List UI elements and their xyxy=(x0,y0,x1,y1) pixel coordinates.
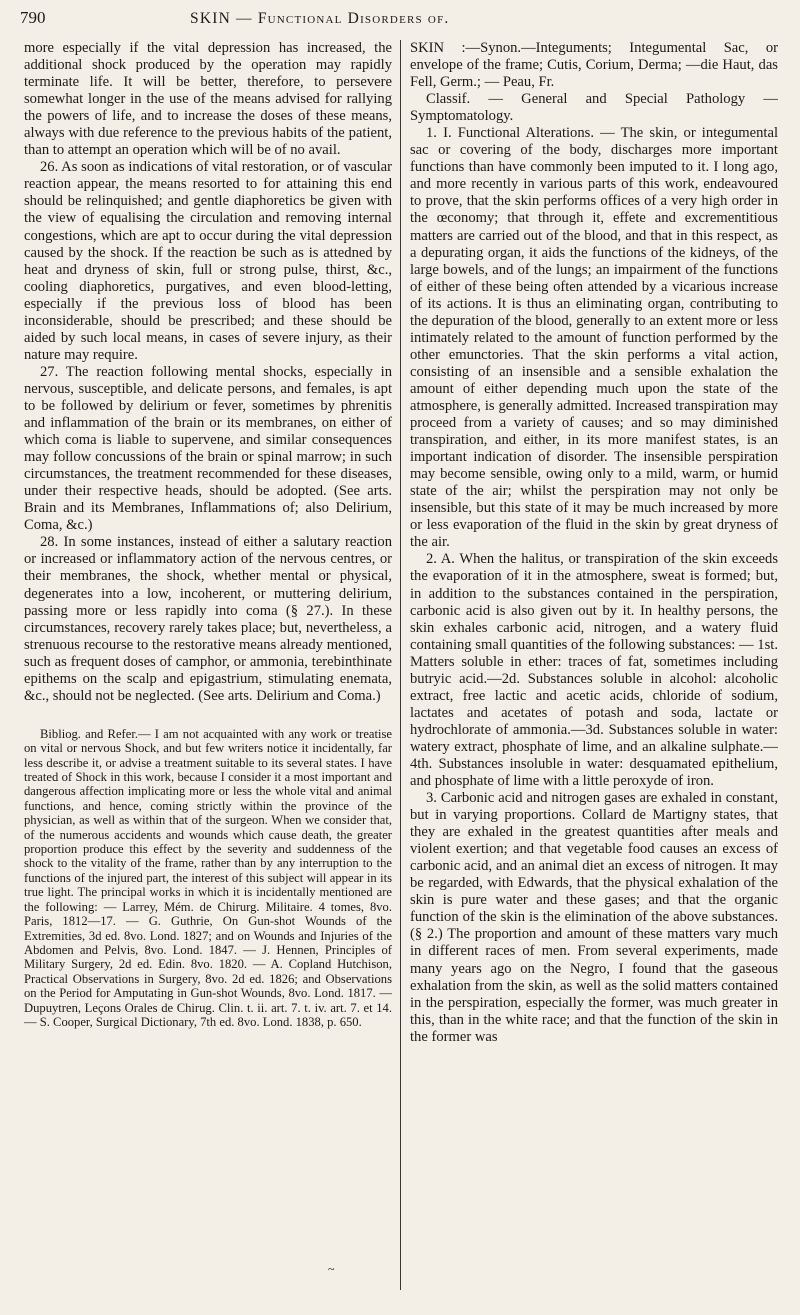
paragraph-26: 26. As soon as indications of vital restoration, or of vascular reaction appear, the means resorted to for attaining this end should be relinquished; and gentle diaphoretics be given with the view of equalising the circulation and removing internal congestions, which are apt to occur during the vital depression caused by the shock. If the reaction be such as is attedned by heat and dryness of skin, full or strong pulse, thirst, &c., cooling diaphoretics, purgatives, and even blood-letting, especially if the previous loss of blood has been inconsiderable, should be prescribed; and these should be aided by such local means, in cases of severe injury, as their nature may require. xyxy=(24,159,392,363)
paragraph-1: 1. I. Functional Alterations. — The skin, or integumental sac or covering of the body, discharges more important functions than have commonly been imputed to it. I long ago, and more recently in various parts of this work, endeavoured to prove, that the skin performs offices of a very high order in the œconomy; that through it, effete and excrementitious matters are carried out of the blood, and that in this respect, as a depurating organ, it aids the functions of the kidneys, of the large bowels, and of the lungs; an impairment of the functions of either of these being often attended by a vicarious increase of its actions. It is thus an eliminating organ, contributing to the depuration of the blood, generally to an extent more or less intimately related to the amount of function performed by the other emunctories. That the skin performs a vital action, consisting of an insensible and a sensible exhalation the amount of either depending much upon the state of the atmosphere, is generally admitted. Increased transpiration may proceed from a variety of causes; and so may diminished transpiration, and either, in its more manifest states, is an important indication of disorder. The insensible perspiration may become sensible, owing only to a mild, warm, or humid state of the air; whilst the perspiration may not only be insensible, but this state of it may be much increased by more or less evaporation of the fluid in the skin by great dryness of the air. xyxy=(410,125,778,551)
running-head: SKIN — Functional Disorders of. xyxy=(190,10,450,27)
paragraph-27: 27. The reaction following mental shocks, especially in nervous, susceptible, and delicate persons, and females, is apt to be followed by delirium or fever, sometimes by phrenitis and inflammation of the brain or its membranes, on either of which coma is liable to supervene, and similar consequences may follow concussions of the brain or spinal marrow; in such circumstances, the treatment recommended for these diseases, under their respective heads, should be adopted. (See arts. Brain and its Membranes, Inflammations of; also Delirium, Coma, &c.) xyxy=(24,363,392,534)
page-number: 790 xyxy=(20,8,46,27)
column-divider xyxy=(400,40,401,1290)
right-column xyxy=(410,40,778,1302)
paragraph-2: 2. A. When the halitus, or transpiration of the skin exceeds the evaporation of it in the atmosphere, sweat is formed; but, in addition to the substances contained in the perspiration, carbonic acid is also given out by it. In healthy persons, the skin exhales carbonic acid, nitrogen, and a watery fluid containing small quantities of the following substances: — 1st. Matters soluble in ether: traces of fat, sometimes including butryic acid.—2d. Substances soluble in alcohol: alcoholic extract, free lactic and acetic acids, chloride of sodium, lactates and acetates of potash and soda, lactate or hydrochlorate of ammonia.—3d. Substances soluble in water: watery extract, phosphate of lime, and an alkaline sulphate.—4th. Substances insoluble in water: desquamated epithelium, and phosphate of lime with a little peroxyde of iron. xyxy=(410,551,778,790)
paragraph-28: 28. In some instances, instead of either a salutary reaction or increased or inflammatory action of the nervous centres, or their membranes, the shock, whether mental or physical, degenerates into a low, incoherent, or muttering delirium, passing more or less rapidly into coma (§ 27.). In these circumstances, recovery rarely takes place; but, nevertheless, a strenuous recourse to the restorative means already mentioned, such as frequent doses of camphor, or ammonia, terebinthinate epithems on the scalp and epigastrium, stimulating enemata, &c., should not be neglected. (See arts. Delirium and Coma.) xyxy=(24,534,392,704)
entry-classification: Classif. — General and Special Pathology — Symptomatology. xyxy=(410,91,778,125)
stray-mark: ~ xyxy=(328,1262,335,1276)
left-column xyxy=(24,40,392,1302)
bibliography: Bibliog. and Refer.— I am not acquainted with any work or treatise on vital or nervous Shock, and but few writers notice it incidentally, far less describe it, or advise a treatment suitable to its several states. I have treated of Shock in this work, because I consider it a most important and dangerous affection implicating more or less the whole vital and animal functions, and hence, coming strictly within the province of the physician, as well as within that of the surgeon. When we consider that, of the numerous accidents and wounds which cause death, the greater proportion produce this effect by the severity and suddenness of the shock to the vitality of the frame, rather than by any interruption to the functions of the injured part, the interest of this subject will appear in its true light. The principal works in which it is incidentally mentioned are the following: — Larrey, Mém. de Chirurg. Militaire. 4 tomes, 8vo. Paris, 1812—17. — G. Guthrie, On Gun-shot Wounds of the Extremities, 3d ed. 8vo. Lond. 1827; and on Wounds and Injuries of the Abdomen and Pelvis, 8vo. Lond. 1847. — J. Hennen, Principles of Military Surgery, 2d ed. Edin. 8vo. 1820. — A. Copland Hutchison, Practical Observations in Surgery, 8vo. 2d ed. 1826; and Observations on the Period for Amputating in Gun-shot Wounds, 8vo. Lond. 1817. — Dupuytren, Leçons Orales de Chirug. Clin. t. ii. art. 7. t. iv. art. 7. et 14. — S. Cooper, Surgical Dictionary, 7th ed. 8vo. Lond. 1838, p. 650. xyxy=(24,726,392,1029)
page-header xyxy=(20,8,780,34)
paragraph-continued: more especially if the vital depression has increased, the additional shock produced by the operation may rapidly terminate life. It will be better, therefore, to persevere somewhat longer in the use of the means advised for rallying the powers of life, and to increase the doses of these means, always with due reference to the previous habits of the patient, than to attempt an operation which will be of no avail. xyxy=(24,40,392,159)
entry-synonyms: SKIN :—Synon.—Integuments; Integumental Sac, or envelope of the frame; Cutis, Corium, Derma; —die Haut, das Fell, Germ.; — Peau, Fr. xyxy=(410,40,778,91)
paragraph-3: 3. Carbonic acid and nitrogen gases are exhaled in constant, but in varying proportions. Collard de Martigny states, that they are exhaled in the greatest quantities after meals and violent exertion; and that vegetable food causes an excess of carbonic acid, and an animal diet an excess of nitrogen. It may be regarded, with Edwards, that the physical exhalation of the skin is pure water and these gases; and that the organic function of the skin is the elimination of the above substances. (§ 2.) The proportion and amount of these matters vary much in different races of men. From several experiments, made many years ago on the Negro, I found that the gaseous exhalation from the skin, as well as the solid matters contained in the perspiration, especially the former, was much greater in this, than in the white race; and that the function of the skin in the former was xyxy=(410,790,778,1045)
